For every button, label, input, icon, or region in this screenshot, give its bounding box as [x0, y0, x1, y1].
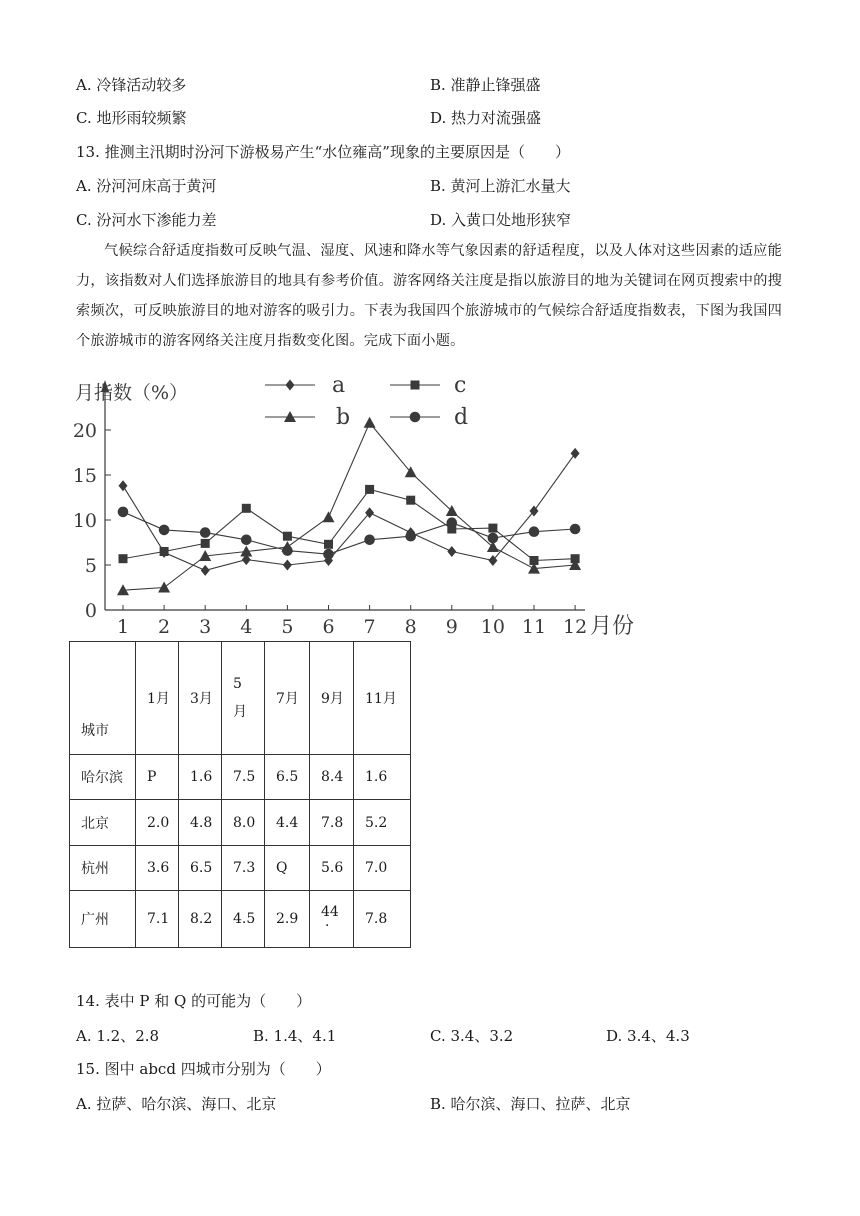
header-label: 5	[233, 676, 242, 692]
value-dot: ·	[325, 918, 330, 934]
x-tick-label: 5	[281, 616, 294, 638]
data-point-d	[447, 517, 458, 528]
q12-option-a: A. 冷锋活动较多	[76, 76, 187, 94]
value-cell: 1.6	[354, 755, 411, 800]
data-point-c	[571, 554, 580, 563]
data-point-d	[323, 549, 334, 560]
y-tick-label: 5	[84, 555, 97, 577]
table-row	[70, 800, 411, 846]
x-tick-label: 10	[480, 616, 505, 638]
x-tick-label: 8	[404, 616, 417, 638]
table-corner-label: 城市	[81, 723, 109, 739]
table-header-cell	[265, 642, 310, 755]
y-tick-label: 10	[72, 510, 97, 532]
x-tick-label: 6	[322, 616, 335, 638]
data-point-b	[364, 417, 376, 428]
q13-option-b: B. 黄河上游汇水量大	[430, 177, 571, 195]
data-point-c	[530, 556, 539, 565]
x-tick-label: 9	[445, 616, 458, 638]
data-point-c	[119, 554, 128, 563]
series-line-b	[123, 423, 575, 590]
series-line-c	[123, 489, 575, 560]
value-cell: Q	[265, 846, 310, 891]
y-tick-label: 0	[84, 600, 97, 622]
passage-text: 气候综合舒适度指数可反映气温、湿度、风速和降水等气象因素的舒适程度，以及人体对这些因素的适应能力，该指数对人们选择旅游目的地具有参考价值。游客网络关注度是指以旅游目的地为关键词在网页搜索中的搜索频次，可反映旅游目的地对游客的吸引力。下表为我国四个旅游城市的气候综合舒适度指数表，下图为我国四个旅游城市的游客网络关注度月指数变化图。完成下面小题。	[76, 243, 782, 349]
q14-stem: 14. 表中 P 和 Q 的可能为（ ）	[76, 992, 312, 1010]
y-axis-title: 月指数（%）	[75, 382, 189, 404]
data-point-d	[282, 545, 293, 556]
value-cell: 2.0	[136, 800, 179, 846]
city-cell: 杭州	[70, 846, 136, 891]
q13-option-d: D. 入黄口处地形狭窄	[430, 211, 572, 229]
value-cell: 1.6	[179, 755, 222, 800]
data-point-d	[118, 507, 129, 518]
data-point-d	[405, 531, 416, 542]
x-tick-label: 12	[563, 616, 588, 638]
data-point-d	[364, 535, 375, 546]
data-point-c	[201, 539, 210, 548]
data-point-c	[160, 547, 169, 556]
x-tick-label: 11	[521, 616, 547, 638]
header-label: 9月	[321, 691, 344, 707]
data-point-a	[283, 560, 292, 571]
line-chart	[70, 370, 670, 645]
data-point-c	[324, 540, 333, 549]
q12-option-b: B. 准静止锋强盛	[430, 76, 541, 94]
data-point-c	[242, 504, 251, 513]
value-cell: 7.5	[222, 755, 265, 800]
legend-marker-c	[411, 381, 420, 390]
legend-label-a: a	[332, 373, 346, 398]
value-cell: 6.5	[179, 846, 222, 891]
header-label: 1月	[147, 691, 170, 707]
table-header-cell	[179, 642, 222, 755]
data-point-c	[365, 485, 374, 494]
data-point-d	[529, 526, 540, 537]
legend-label-d: d	[454, 405, 469, 430]
data-point-b	[323, 511, 335, 522]
table-row	[70, 846, 411, 891]
q12-option-d: D. 热力对流强盛	[430, 109, 542, 127]
header-label: 11月	[365, 691, 397, 707]
data-point-d	[159, 525, 170, 536]
x-tick-label: 4	[240, 616, 253, 638]
value-cell: 7.8	[354, 891, 411, 948]
legend-label-b: b	[336, 405, 351, 430]
x-axis-title: 月份	[590, 614, 635, 639]
q13-option-a: A. 汾河河床高于黄河	[76, 177, 217, 195]
value-cell: 7.1	[136, 891, 179, 948]
value-cell: P	[136, 755, 179, 800]
q14-option-d: D. 3.4、4.3	[606, 1027, 690, 1045]
value-cell: 6.5	[265, 755, 310, 800]
q13-stem: 13. 推测主汛期时汾河下游极易产生“水位雍高”现象的主要原因是（ ）	[76, 143, 570, 161]
city-cell: 哈尔滨	[70, 755, 136, 800]
city-cell: 广州	[70, 891, 136, 948]
q14-option-a: A. 1.2、2.8	[76, 1027, 160, 1045]
value-cell: 7.8	[310, 800, 354, 846]
table-header-cell	[354, 642, 411, 755]
data-point-d	[200, 527, 211, 538]
x-tick-label: 2	[158, 616, 171, 638]
table-header-cell	[310, 642, 354, 755]
x-tick-label: 7	[363, 616, 376, 638]
q14-option-b: B. 1.4、4.1	[253, 1027, 337, 1045]
q15-option-b: B. 哈尔滨、海口、拉萨、北京	[430, 1095, 631, 1113]
comfort-index-table	[69, 641, 411, 948]
city-cell: 北京	[70, 800, 136, 846]
value-text: 44	[321, 904, 339, 920]
table-header-cell	[222, 642, 265, 755]
table-row	[70, 891, 411, 948]
y-tick-label: 20	[72, 420, 97, 442]
q15-stem: 15. 图中 abcd 四城市分别为（ ）	[76, 1060, 331, 1078]
data-point-c	[488, 524, 497, 533]
table-row	[70, 755, 411, 800]
data-point-d	[488, 533, 499, 544]
value-cell: 4.4	[265, 800, 310, 846]
value-cell: 3.6	[136, 846, 179, 891]
legend-label-c: c	[454, 373, 467, 398]
legend-marker-a	[286, 380, 295, 391]
data-point-d	[241, 535, 252, 546]
passage	[76, 236, 782, 356]
value-cell: 2.9	[265, 891, 310, 948]
value-cell: 4.5	[222, 891, 265, 948]
q12-option-c: C. 地形雨较频繁	[76, 109, 187, 127]
table-header-cell	[136, 642, 179, 755]
data-point-b	[158, 582, 170, 593]
value-cell: 7.3	[222, 846, 265, 891]
q15-option-a: A. 拉萨、哈尔滨、海口、北京	[76, 1095, 277, 1113]
value-cell: 5.2	[354, 800, 411, 846]
legend-marker-d	[410, 412, 421, 423]
q13-option-c: C. 汾河水下渗能力差	[76, 211, 217, 229]
q14-option-c: C. 3.4、3.2	[430, 1027, 514, 1045]
value-cell: 8.0	[222, 800, 265, 846]
x-tick-label: 3	[199, 616, 212, 638]
x-tick-label: 1	[116, 616, 130, 638]
header-label: 月	[233, 704, 247, 720]
table-header-row	[70, 642, 411, 755]
data-point-d	[570, 524, 581, 535]
value-cell: 4.8	[179, 800, 222, 846]
data-point-c	[283, 532, 292, 541]
table-corner-cell	[70, 642, 136, 755]
data-point-a	[119, 480, 128, 491]
value-cell: 5.6	[310, 846, 354, 891]
y-tick-label: 15	[72, 465, 97, 487]
data-point-a	[201, 565, 210, 576]
data-point-c	[406, 496, 415, 505]
value-cell: 7.0	[354, 846, 411, 891]
value-cell	[310, 891, 354, 948]
series-line-d	[123, 512, 575, 554]
data-point-a	[447, 546, 456, 557]
value-cell: 8.2	[179, 891, 222, 948]
header-label: 7月	[276, 691, 299, 707]
header-label: 3月	[190, 691, 213, 707]
value-cell: 8.4	[310, 755, 354, 800]
